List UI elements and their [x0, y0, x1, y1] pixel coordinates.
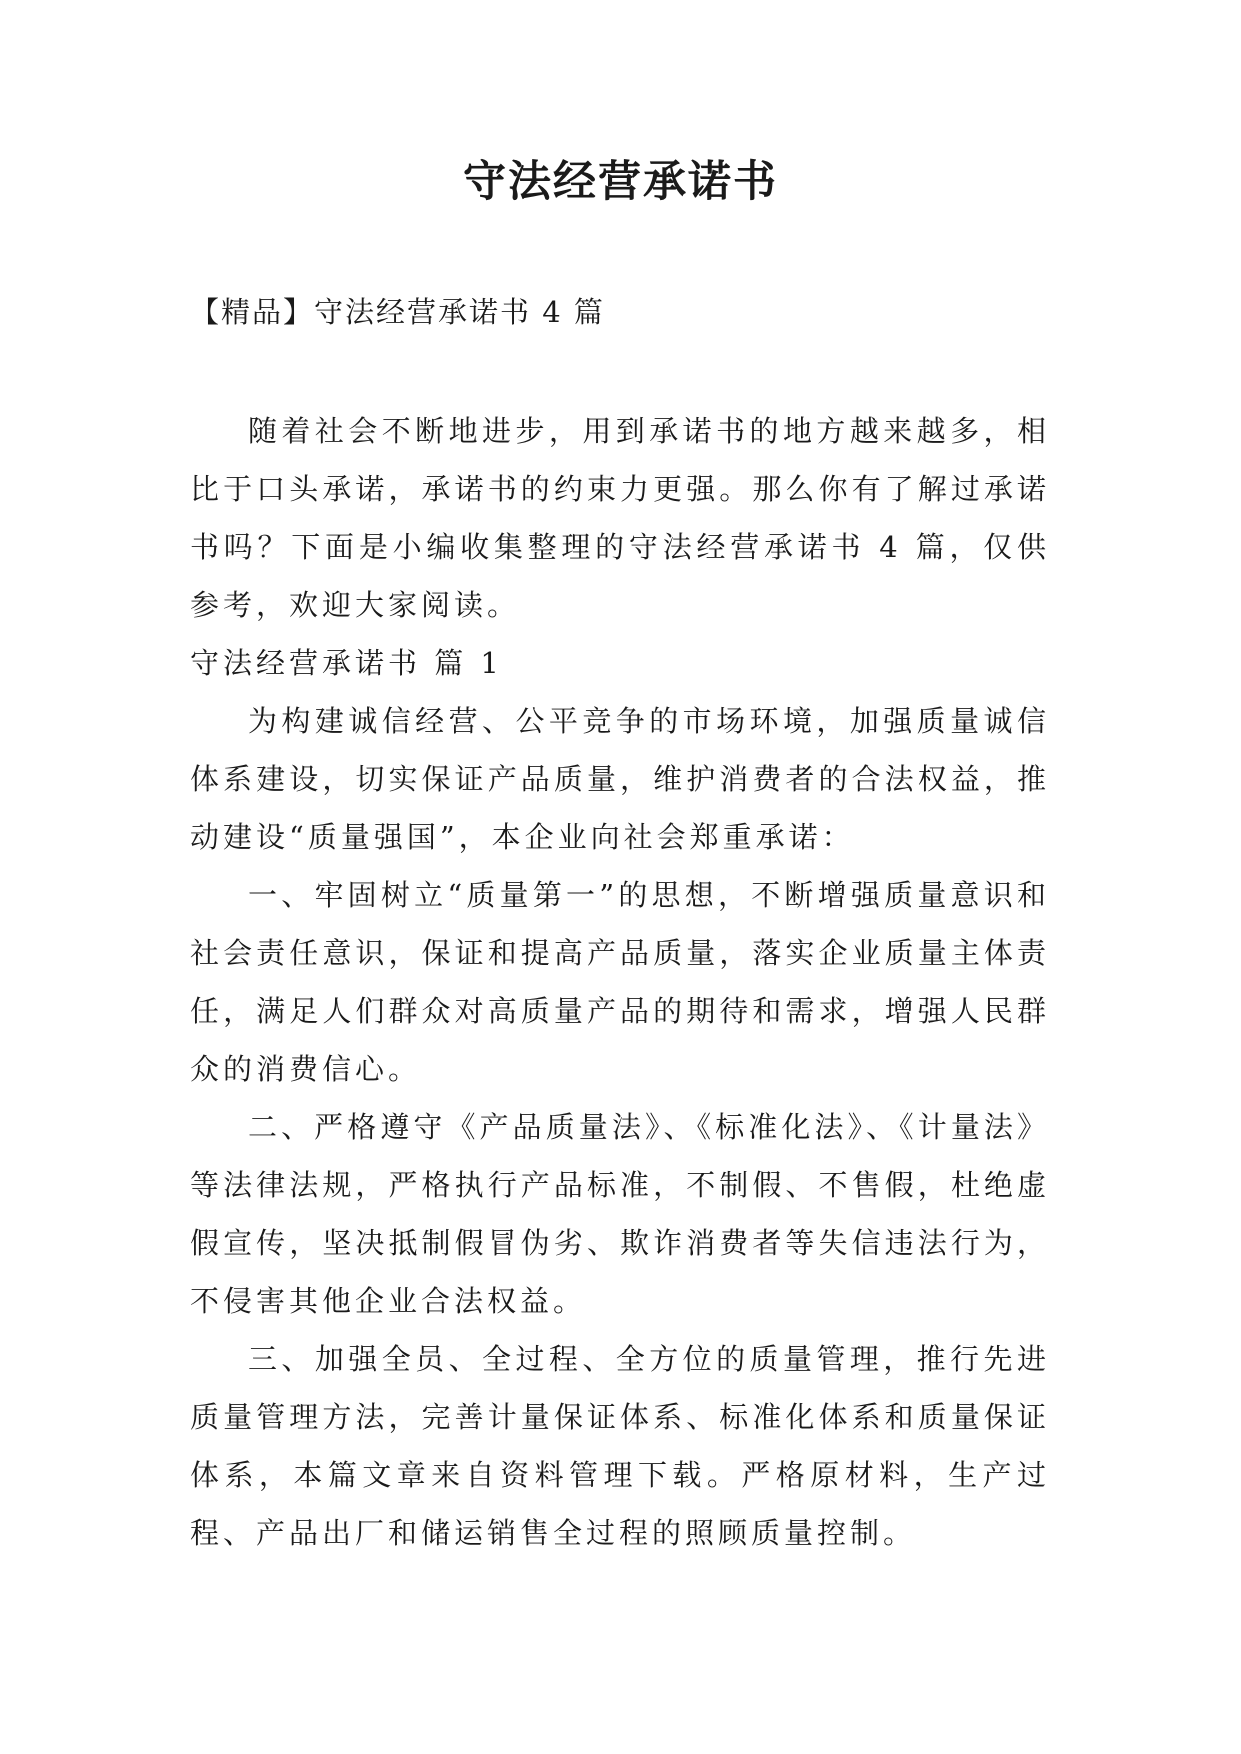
- body-paragraph-3: 二、严格遵守《产品质量法》、《标准化法》、《计量法》等法律法规，严格执行产品标准，不制假、不售假，杜绝虚假宣传，坚决抵制假冒伪劣、欺诈消费者等失信违法行为，不侵害其他企业合法权益。: [190, 1110, 1050, 1318]
- document-title: 守法经营承诺书: [463, 157, 778, 207]
- body-paragraph-1: 为构建诚信经营、公平竞争的市场环境，加强质量诚信体系建设，切实保证产品质量，维护消费者的合法权益，推动建设“质量强国”，本企业向社会郑重承诺：: [190, 704, 1050, 854]
- section-heading: 守法经营承诺书 篇 1: [190, 646, 503, 680]
- document-subtitle: 【精品】守法经营承诺书 4 篇: [190, 295, 605, 329]
- body-paragraph-4: 三、加强全员、全过程、全方位的质量管理，推行先进质量管理方法，完善计量保证体系、标准化体系和质量保证体系，本篇文章来自资料管理下载。严格原材料，生产过程、产品出厂和储运销售全过程的照顾质量控制。: [190, 1342, 1050, 1550]
- document-body: [190, 402, 1050, 1562]
- body-paragraph-2: 一、牢固树立“质量第一”的思想，不断增强质量意识和社会责任意识，保证和提高产品质量，落实企业质量主体责任，满足人们群众对高质量产品的期待和需求，增强人民群众的消费信心。: [190, 878, 1050, 1086]
- intro-paragraph: 随着社会不断地进步，用到承诺书的地方越来越多，相比于口头承诺，承诺书的约束力更强。那么你有了解过承诺书吗？下面是小编收集整理的守法经营承诺书 4 篇，仅供参考，欢迎大家阅读。: [190, 414, 1050, 622]
